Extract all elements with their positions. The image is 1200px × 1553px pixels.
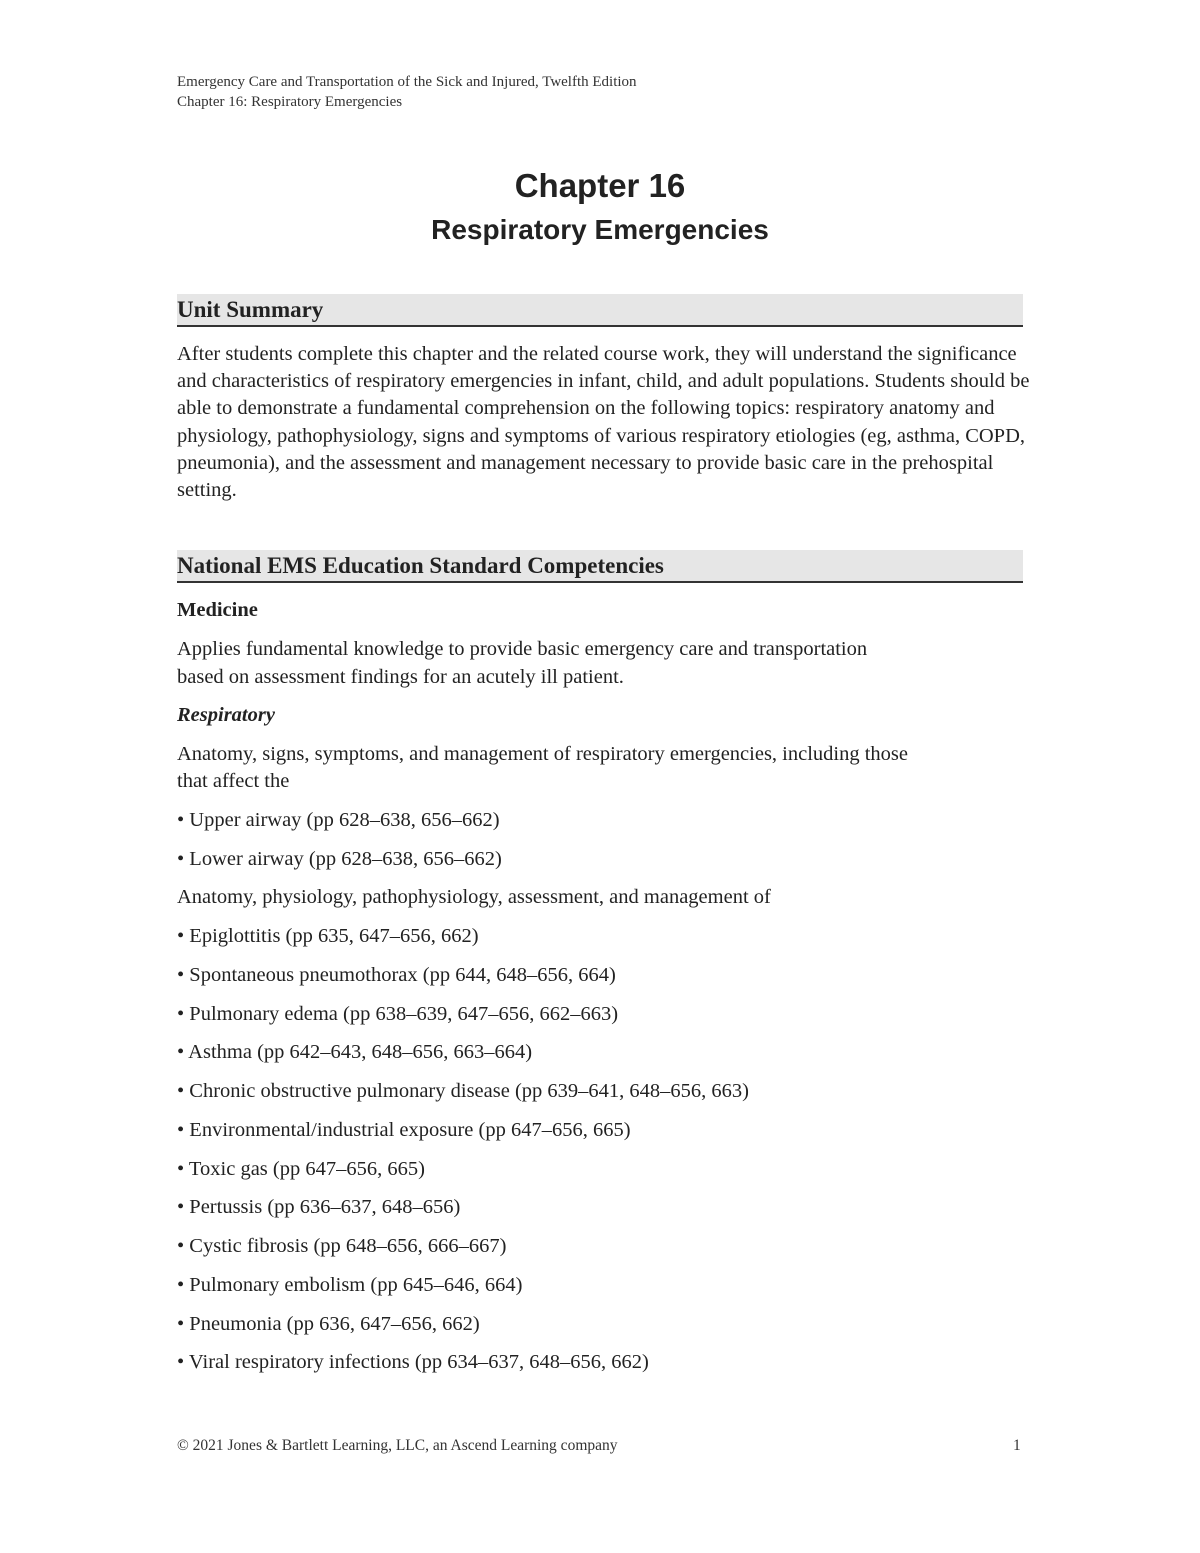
list-item: • Environmental/industrial exposure (pp 647–656, 665) — [177, 1119, 631, 1141]
running-header — [177, 72, 637, 112]
chapter-subtitle: Respiratory Emergencies — [431, 214, 769, 245]
list-item-upper-airway: • Upper airway (pp 628–638, 656–662) — [177, 809, 500, 831]
medicine-heading: Medicine — [177, 599, 258, 621]
competencies-heading: National EMS Education Standard Competencies — [177, 553, 664, 578]
footer-copyright: © 2021 Jones & Bartlett Learning, LLC, an Ascend Learning company — [177, 1437, 618, 1454]
unit-summary-text: After students complete this chapter and the related course work, they will understand the significance and characteristics of respiratory emergencies in infant, child, and adult populations. Students should be able to demonstrate a fundamental comprehension on the following topics: respiratory anatomy and physiology, pathophysiology, signs and symptoms of various respiratory etiologies (eg, asthma, COPD, pneumonia), and the assessment and management necessary to provide basic care in the prehospital setting. — [177, 343, 1030, 502]
list-item: • Viral respiratory infections (pp 634–637, 648–656, 662) — [177, 1351, 649, 1373]
list-item-lower-airway: • Lower airway (pp 628–638, 656–662) — [177, 848, 502, 870]
list-item: • Cystic fibrosis (pp 648–656, 666–667) — [177, 1235, 507, 1257]
respiratory-heading: Respiratory — [177, 704, 275, 726]
respiratory-intro-line-1: Anatomy, signs, symptoms, and management of respiratory emergencies, including those — [177, 743, 909, 765]
unit-summary-heading: Unit Summary — [177, 297, 324, 322]
medicine-text-line-1: Applies fundamental knowledge to provide basic emergency care and transportation — [177, 638, 868, 660]
respiratory-intro-line-2: that affect the — [177, 770, 290, 792]
unit-summary-heading-bar — [177, 294, 1023, 327]
list-item: • Pertussis (pp 636–637, 648–656) — [177, 1196, 461, 1218]
header-chapter-line: Chapter 16: Respiratory Emergencies — [177, 94, 403, 110]
chapter-title: Chapter 16 — [514, 167, 686, 204]
medicine-text-line-2: based on assessment findings for an acutely ill patient. — [177, 666, 624, 688]
list-item: • Asthma (pp 642–643, 648–656, 663–664) — [177, 1041, 533, 1063]
list-item: • Pulmonary edema (pp 638–639, 647–656, 662–663) — [177, 1003, 619, 1025]
list-item: • Spontaneous pneumothorax (pp 644, 648–656, 664) — [177, 964, 616, 986]
header-book-title: Emergency Care and Transportation of the Sick and Injured, Twelfth Edition — [177, 74, 637, 90]
footer-page-number: 1 — [1013, 1437, 1021, 1454]
list-item: • Pneumonia (pp 636, 647–656, 662) — [177, 1313, 480, 1335]
list-item: • Pulmonary embolism (pp 645–646, 664) — [177, 1274, 523, 1296]
list-item: • Epiglottitis (pp 635, 647–656, 662) — [177, 925, 479, 947]
list-item: • Chronic obstructive pulmonary disease (pp 639–641, 648–656, 663) — [177, 1080, 749, 1102]
list-item: • Toxic gas (pp 647–656, 665) — [177, 1158, 425, 1180]
competencies-heading-bar — [177, 550, 1023, 583]
second-intro: Anatomy, physiology, pathophysiology, assessment, and management of — [177, 886, 771, 908]
